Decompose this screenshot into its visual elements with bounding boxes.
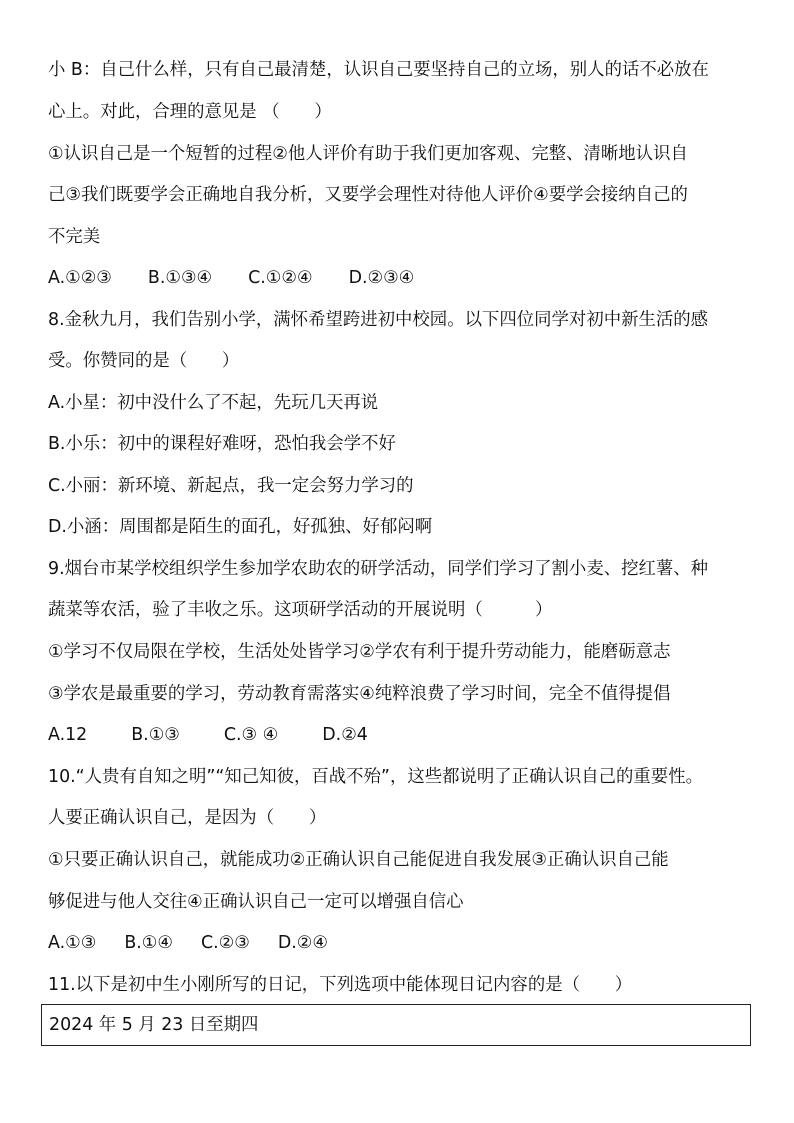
q8-option-c: C.小丽：新环境、新起点，我一定会努力学习的 (48, 476, 414, 496)
q7-option-d: D.②③④ (348, 268, 415, 288)
q9-option-a: A.12 (48, 725, 88, 745)
q10-stem-line-1: 10.“人贵有自知之明”“知己知彼，百战不殆”，这些都说明了正确认识自己的重要性。 (48, 767, 703, 787)
q9-options (48, 723, 758, 747)
q11-stem: 11.以下是初中生小刚所写的日记，下列选项中能体现日记内容的是（ ） (48, 975, 633, 995)
q8-stem-line-1: 8.金秋九月，我们告别小学，满怀希望跨进初中校园。以下四位同学对初中新生活的感 (48, 310, 709, 330)
q10-statement-line-2: 够促进与他人交往④正确认识自己一定可以增强自信心 (48, 892, 464, 912)
q10-options (48, 931, 758, 955)
q7-option-a: A.①②③ (48, 268, 112, 288)
q9-option-c: C.③ ④ (223, 725, 279, 745)
q8-option-d: D.小涵：周围都是陌生的面孔，好孤独、好郁闷啊 (48, 517, 433, 537)
q9-option-b: B.①③ (131, 725, 180, 745)
q8-option-a: A.小星：初中没什么了不起，先玩几天再说 (48, 393, 379, 413)
q8-option-b: B.小乐：初中的课程好难呀，恐怕我会学不好 (48, 434, 396, 454)
q7-statement-line-2: 己③我们既要学会正确地自我分析，又要学会理性对待他人评价④要学会接纳自己的 (48, 185, 688, 205)
q10-option-a: A.①③ (48, 933, 97, 953)
diary-box (41, 1004, 751, 1046)
q7-statement-line-1: ①认识自己是一个短暂的过程②他人评价有助于我们更加客观、完整、清晰地认识自 (48, 144, 688, 164)
q7-option-b: B.①③④ (147, 268, 213, 288)
q7-option-c: C.①②④ (248, 268, 313, 288)
q7-options (48, 266, 758, 290)
q9-statement-line-2: ③学农是最重要的学习，劳动教育需落实④纯粹浪费了学习时间，完全不值得提倡 (48, 684, 671, 704)
q9-stem-line-2: 蔬菜等农活，验了丰收之乐。这项研学活动的开展说明（ ） (48, 600, 553, 620)
q10-statement-line-1: ①只要正确认识自己，就能成功②正确认识自己能促进自我发展③正确认识自己能 (48, 850, 669, 870)
diary-date: 2024 年 5 月 23 日至期四 (49, 1015, 259, 1035)
intro-line-1: 小 B：自己什么样，只有自己最清楚，认识自己要坚持自己的立场，别人的话不必放在 (48, 60, 709, 80)
q9-stem-line-1: 9.烟台市某学校组织学生参加学农助农的研学活动，同学们学习了割小麦、挖红薯、种 (48, 559, 709, 579)
q10-option-c: C.②③ (200, 933, 250, 953)
q8-stem-line-2: 受。你赞同的是（ ） (48, 351, 240, 371)
q7-statement-line-3: 不完美 (48, 227, 101, 247)
q9-option-d: D.②4 (322, 725, 368, 745)
q10-option-b: B.①④ (124, 933, 173, 953)
q9-statement-line-1: ①学习不仅局限在学校，生活处处皆学习②学农有利于提升劳动能力，能磨砺意志 (48, 642, 671, 662)
intro-line-2: 心上。对此，合理的意见是 （ ） (48, 102, 332, 122)
q10-stem-line-2: 人要正确认识自己，是因为（ ） (48, 808, 327, 828)
q10-option-d: D.②④ (277, 933, 328, 953)
